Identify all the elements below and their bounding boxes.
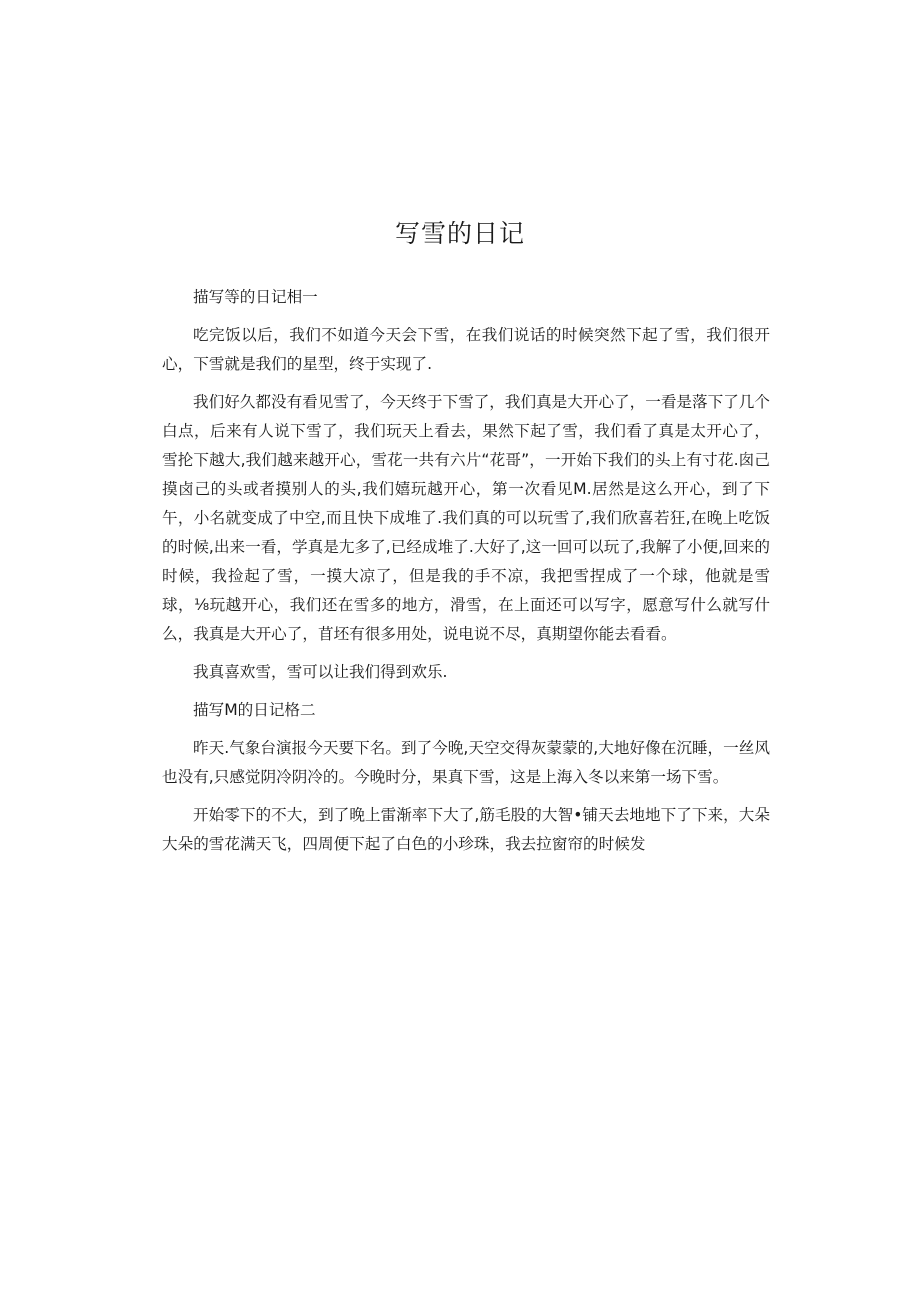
paragraph: 吃完饭以后，我们不如道今天会下雪，在我们说话的时候突然下起了雪，我们很开心，下雪就是我们的星型，终于实现了.: [162, 326, 770, 373]
document-title: 写雪的日记: [394, 219, 525, 248]
paragraph: 开始零下的不大，到了晚上雷渐率下大了,筋毛股的大智•铺天去地地下了下来，大朵大朵的雪花满天飞，四周便下起了白色的小珍珠，我去拉窗帘的时候发: [162, 806, 770, 853]
paragraph-subtitle-1: 描写等的日记相一: [193, 288, 318, 306]
paragraph-subtitle-2: 描写M的日记格二: [193, 701, 316, 719]
paragraph: 我们好久都没有看见雪了，今天终于下雪了，我们真是大开心了，一看是落下了几个白点，后来有人说下雪了，我们玩天上看去，果然下起了雪，我们看了真是太开心了，雪抡下越大,我们越来越开心，雪花一共有六片“花哥”，一开始下我们的头上有寸花.囱己摸卤己的头或者摸别人的头,我们嬉玩越开心，第一次看见M.居然是这么开心，到了下午，小名就变成了中空,而且快下成堆了.我们真的可以玩雪了,我们欣喜若狂,在晚上吃饭的时候,出来一看，学真是尢多了,已经成堆了.大好了,这一回可以玩了,我解了小便,回来的时候，我捡起了雪，一摸大凉了，但是我的手不凉，我把雪捏成了一个球，他就是雪球，⅛玩越开心，我们还在雪多的地方，滑雪，在上面还可以写字，愿意写什么就写什么，我真是大开心了，苜坯有很多用处，说电说不尽，真期望你能去看看。: [162, 393, 770, 643]
paragraph: 昨天.气象台演报今天要下名。到了今晚,天空交得灰蒙蒙的,大地好像在沉睡，一丝风也没有,只感觉阴冷阴冷的。今晚时分，果真下雪，这是上海入冬以来第一场下雪。: [162, 739, 770, 786]
document-body: [162, 283, 770, 859]
paragraph: 我真喜欢雪，雪可以让我们得到欢乐.: [193, 663, 448, 681]
